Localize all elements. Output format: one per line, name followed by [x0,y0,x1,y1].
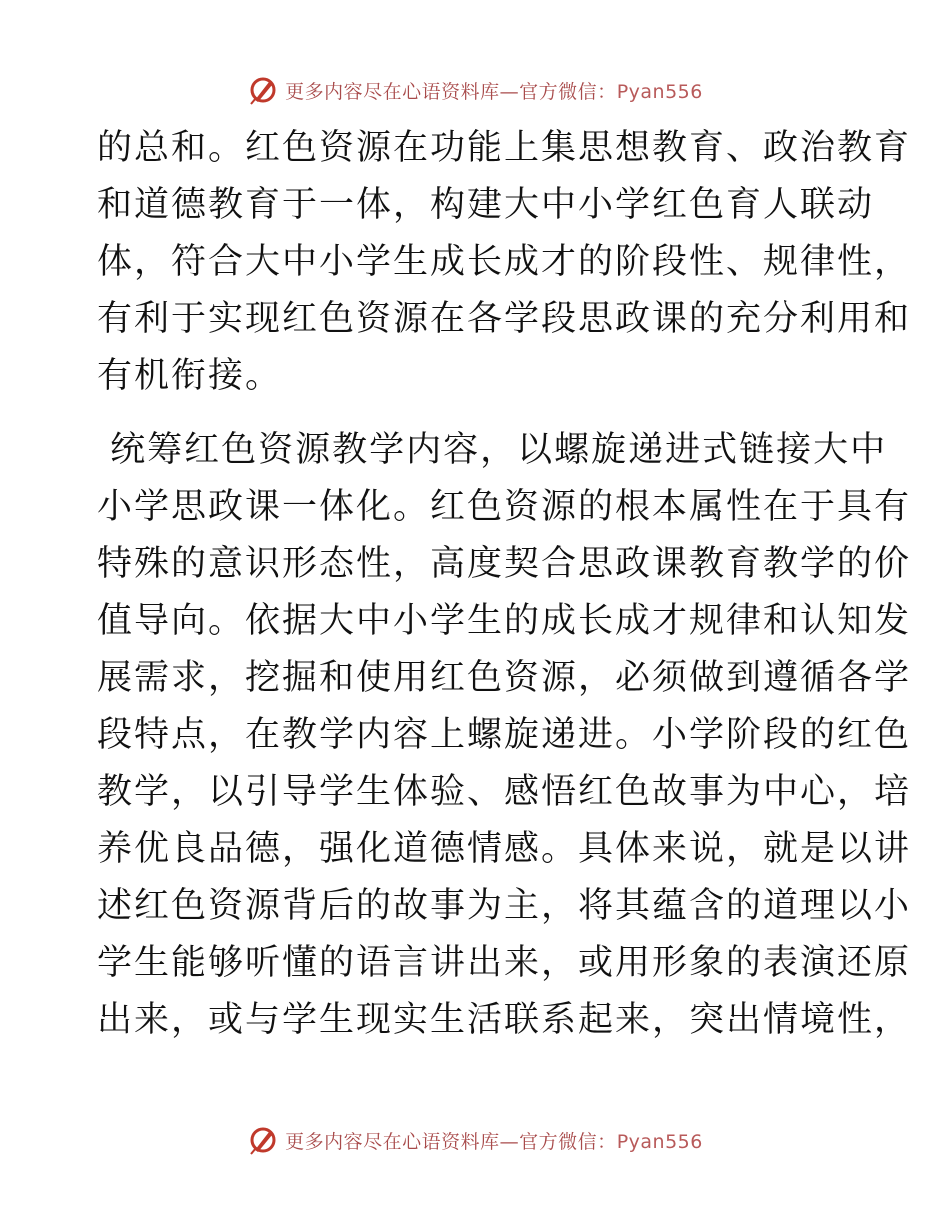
text-line: 出来，或与学生现实生活联系起来，突出情境性， [97,1000,912,1040]
text-line: 有机衔接。 [97,356,283,396]
text-line: 学生能够听懂的语言讲出来，或用形象的表演还原 [97,943,912,983]
header-watermark [0,72,950,108]
text-line: 体，符合大中小学生成长成才的阶段性、规律性， [97,242,912,282]
footer-watermark [0,1122,950,1158]
quill-logo-icon [247,1124,279,1156]
text-line: 小学思政课一体化。红色资源的根本属性在于具有 [97,487,912,527]
text-line: 值导向。依据大中小学生的成长成才规律和认知发 [97,601,912,641]
text-line: 特殊的意识形态性，高度契合思政课教育教学的价 [97,544,912,584]
watermark-text: 更多内容尽在心语资料库—官方微信：Pyan556 [285,80,703,103]
watermark-text: 更多内容尽在心语资料库—官方微信：Pyan556 [285,1130,703,1153]
document-body [97,120,912,1049]
quill-logo-icon [247,74,279,106]
text-line: 教学，以引导学生体验、感悟红色故事为中心，培 [97,772,912,812]
text-line: 述红色资源背后的故事为主，将其蕴含的道理以小 [97,886,912,926]
text-line: 段特点，在教学内容上螺旋递进。小学阶段的红色 [97,715,912,755]
text-line: 的总和。红色资源在功能上集思想教育、政治教育 [97,128,912,168]
text-line: 展需求，挖掘和使用红色资源，必须做到遵循各学 [97,658,912,698]
text-line: 和道德教育于一体，构建大中小学红色育人联动 [97,185,875,225]
text-line: 养优良品德，强化道德情感。具体来说，就是以讲 [97,829,912,869]
paragraph [97,120,912,405]
text-line: 统筹红色资源教学内容，以螺旋递进式链接大中 [97,430,888,470]
paragraph [97,422,912,1049]
text-line: 有利于实现红色资源在各学段思政课的充分利用和 [97,299,912,339]
